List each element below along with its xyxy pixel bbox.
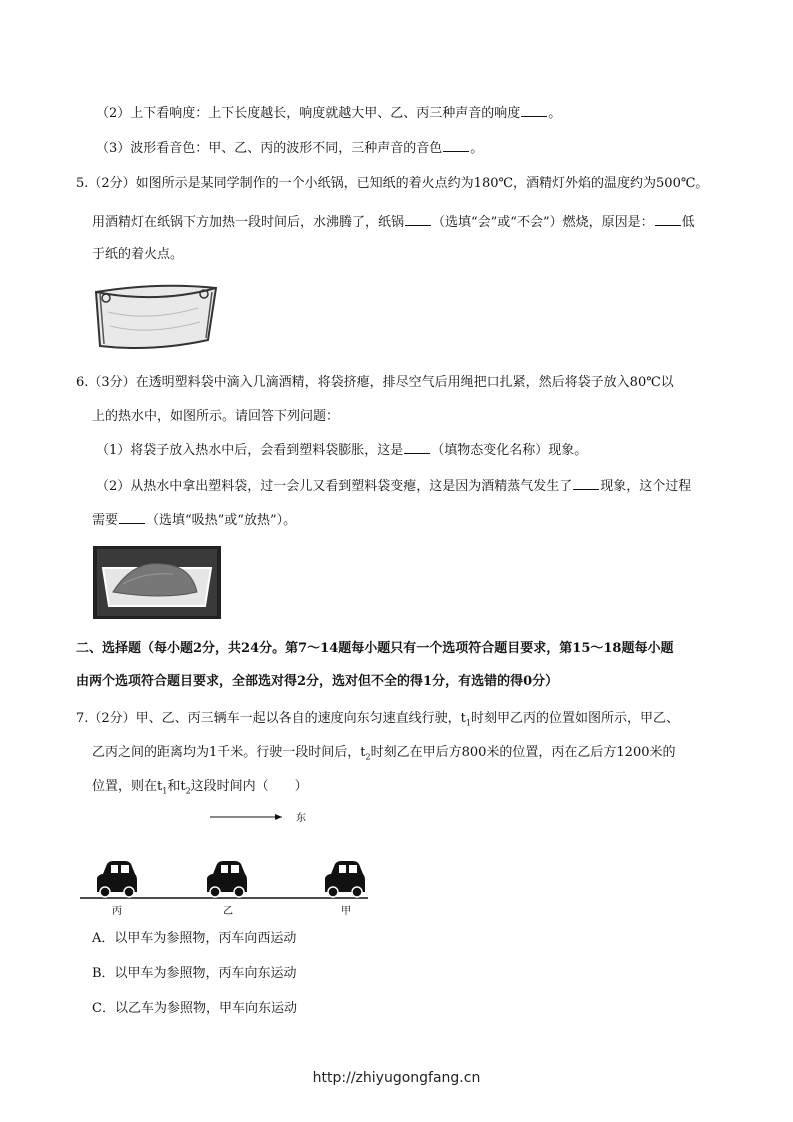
q6-line-2: 上的热水中，如图所示。请回答下列问题：	[92, 409, 340, 424]
q7-line-2: 乙丙之间的距离均为1千米。行驶一段时间后，$t_2$时刻乙在甲后方800米的位置，丙在乙后方1200米的	[92, 745, 676, 762]
car-bing	[97, 861, 137, 897]
q7-option-b[interactable]: B．以甲车为参照物，丙车向东运动	[92, 966, 297, 981]
answer-blank	[404, 441, 430, 454]
answer-blank	[521, 104, 547, 117]
answer-blank	[443, 139, 469, 152]
q7-line-1: 7.（2分）甲、乙、丙三辆车一起以各自的速度向东匀速直线行驶，$t_1$时刻甲乙丙的位置如图所示，甲乙、	[76, 711, 680, 728]
q4-item-2: （2）上下看响度：上下长度越长，响度就越大甲、乙、丙三种声音的响度 。	[96, 106, 562, 121]
car-label-jia: 甲	[341, 906, 351, 917]
section-2-heading-cont: 由两个选项符合题目要求，全部选对得2分，选对但不全的得1分，有选错的得0分）	[76, 674, 559, 689]
q6-line-1: 6.（3分）在透明塑料袋中滴入几滴酒精，将袋挤瘪，排尽空气后用绳把口扎紧，然后将袋子放入80℃以	[76, 375, 674, 390]
q5-line-1: 5.（2分）如图所示是某同学制作的一个小纸锅，已知纸的着火点约为180℃，酒精灯外焰的温度约为500℃。	[76, 176, 709, 191]
q7-option-a[interactable]: A．以甲车为参照物，丙车向西运动	[92, 931, 297, 946]
section-2-heading: 二、选择题（每小题2分，共24分。第7～14题每小题只有一个选项符合题目要求，第15～18题每小题	[76, 641, 674, 656]
q6-item-1: （1）将袋子放入热水中后，会看到塑料袋膨胀，这是 （填物态变化名称）现象。	[96, 443, 588, 458]
q6-item-2-cont: 需要 （选填“吸热”或“放热”）。	[92, 513, 297, 528]
q6-item-2: （2）从热水中拿出塑料袋，过一会儿又看到塑料袋变瘪，这是因为酒精蒸气发生了 现象，这个过程	[96, 479, 692, 494]
car-label-bing: 丙	[112, 906, 122, 917]
east-label: 东	[296, 813, 306, 824]
q5-line-2: 用酒精灯在纸锅下方加热一段时间后，水沸腾了，纸锅 （选填“会”或“不会”）燃烧，原因是： 低	[92, 215, 695, 230]
footer-url[interactable]: http://zhiyugongfang.cn	[312, 1070, 481, 1086]
q5-line-3: 于纸的着火点。	[92, 247, 184, 262]
answer-blank	[119, 511, 145, 524]
q7-option-c[interactable]: C．以乙车为参照物，甲车向东运动	[92, 1001, 297, 1016]
answer-blank	[573, 477, 599, 490]
cars-figure	[80, 805, 380, 920]
q7-line-3: 位置，则在$t_1$和$t_2$这段时间内（ ）	[92, 779, 308, 796]
answer-blank	[655, 213, 681, 226]
paper-pot-figure	[88, 282, 223, 354]
answer-blank	[405, 213, 431, 226]
car-jia	[325, 861, 365, 897]
car-label-yi: 乙	[223, 906, 233, 917]
plastic-bag-photo	[93, 546, 221, 619]
car-yi	[207, 861, 247, 897]
q4-item-3: （3）波形看音色：甲、乙、丙的波形不同，三种声音的音色 。	[96, 141, 484, 156]
